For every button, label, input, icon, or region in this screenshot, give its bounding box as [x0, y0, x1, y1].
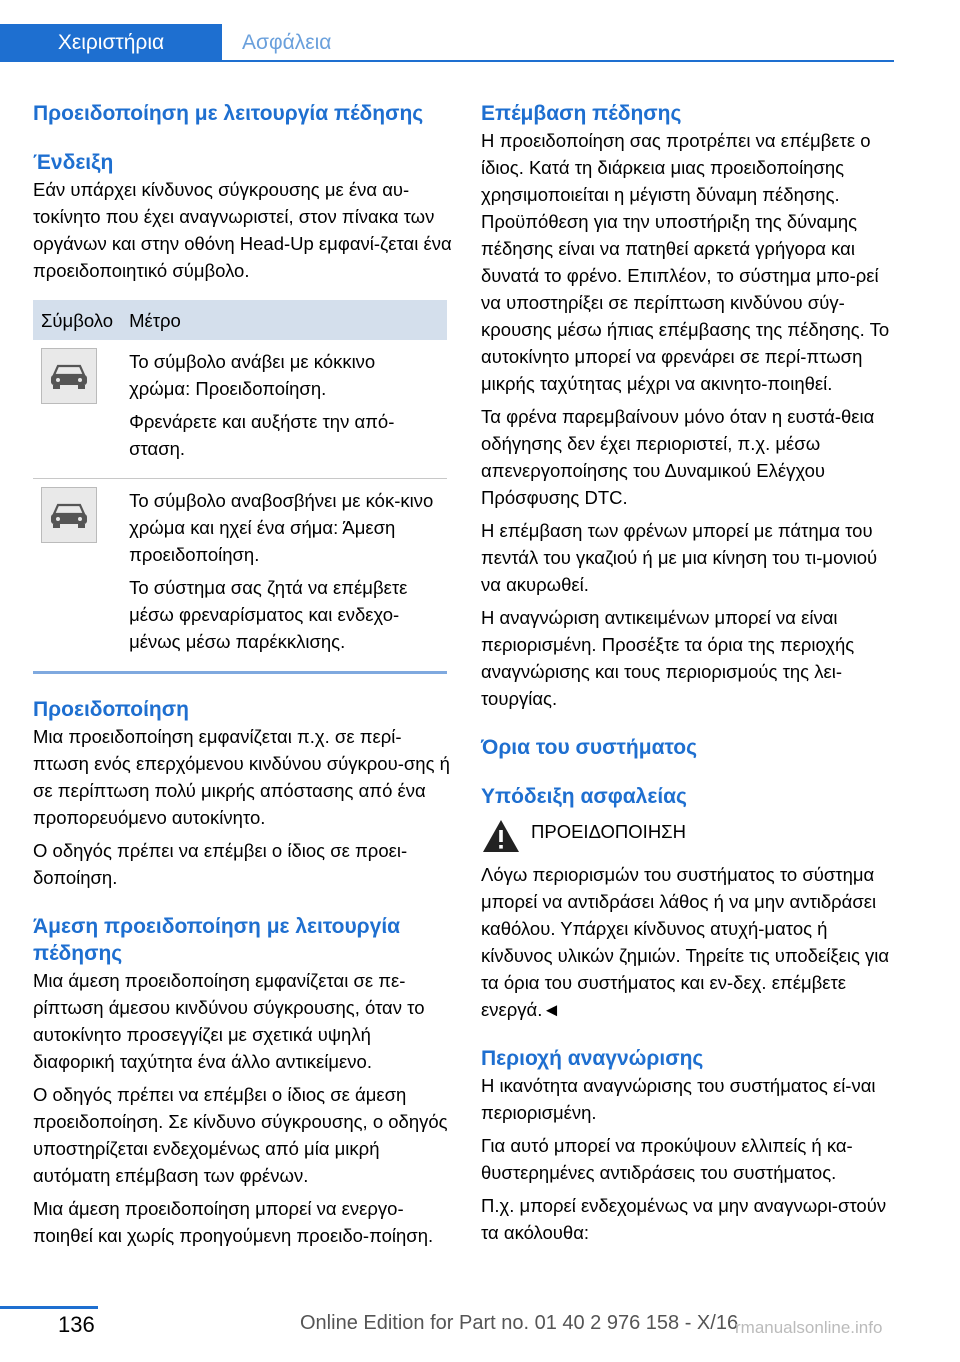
- table-header-symbol: Σύμβολο: [33, 300, 121, 340]
- paragraph-immediate-3: Μια άμεση προειδοποίηση μπορεί να ενεργο-ποιηθεί και χωρίς προηγούμενη προειδο-ποίηση.: [33, 1198, 434, 1246]
- row1-text-b: Φρενάρετε και αυξήστε την από-σταση.: [129, 411, 395, 459]
- car-front-icon: [41, 348, 97, 404]
- row2-text-a: Το σύμβολο αναβοσβήνει με κόκ-κινο χρώμα και ηχεί ένα σήμα: Άμεση προειδοποίηση.: [129, 490, 434, 565]
- paragraph-warning-1: Μια προειδοποίηση εμφανίζεται π.χ. σε περί-πτωση ενός επερχόμενου κινδύνου σύγκρου-σης ή σε περίπτωση πολύ μικρής απόστασης από ένα προπορευόμενο αυτοκίνητο.: [33, 726, 450, 828]
- table-end-rule: [33, 671, 447, 674]
- warning-text: Λόγω περιορισμών του συστήματος το σύστημα μπορεί να αντιδράσει λάθος ή να μην αντιδράσει καθόλου. Υπάρχει κίνδυνος ατυχή-ματος ή κίνδυνος υλικών ζημιών. Τηρείτε τις υποδείξεις για τα όρια του συστήματος και εν-δεχ. επέμβετε ενεργά.◄: [481, 864, 890, 1020]
- heading-brake-warning: Προειδοποίηση με λειτουργία πέδησης: [33, 102, 424, 125]
- heading-brake-intervention: Επέμβαση πέδησης: [481, 102, 682, 125]
- paragraph-area-1: Η ικανότητα αναγνώρισης του συστήματος εί-ναι περιορισμένη.: [481, 1075, 876, 1123]
- right-column: [481, 100, 899, 1252]
- paragraph-brake-1: Η προειδοποίηση σας προτρέπει να επέμβετε ο ίδιος. Κατά τη διάρκεια μιας προειδοποίησης χρησιμοποιείται η μέγιστη δύναμη πέδησης. Προϋπόθεση για την υποστήριξη της δύναμης πέδησης είναι να πατηθεί αρκετά γρήγορα και δυνατά το φρένο. Επιπλέον, το σύστημα μπο-ρεί να υποστηρίξει σε περίπτωση κινδύνου σύγ-κρουσης μέσω ήπιας επέμβασης της πέδησης. Το αυτοκίνητο μπορεί να φρενάρει σε περί-πτωση μικρής ταχύτητας μέχρι να ακινητο-ποιηθεί.: [481, 130, 890, 394]
- tab-controls[interactable]: Χειριστήρια: [0, 24, 222, 62]
- paragraph-brake-2: Τα φρένα παρεμβαίνουν μόνο όταν η ευστά-θεια οδήγησης δεν έχει περιοριστεί, π.χ. μέσω απενεργοποίησης του Δυναμικού Ελέγχου Πρόσφυσης DTC.: [481, 406, 875, 508]
- warning-triangle-icon: [481, 818, 521, 861]
- heading-indication: Ένδειξη: [33, 151, 114, 174]
- paragraph-brake-3: Η επέμβαση των φρένων μπορεί με πάτημα του πεντάλ του γκαζιού ή με μια κίνηση του τι-μονιού να ακυρωθεί.: [481, 520, 878, 595]
- paragraph-indication: Εάν υπάρχει κίνδυνος σύγκρουσης με ένα αυ-τοκίνητο που έχει αναγνωριστεί, στον πίνακα των οργάνων και στην οθόνη Head-Up εμφανί-ζεται ένα προειδοποιητικό σύμβολο.: [33, 179, 452, 281]
- heading-warning: Προειδοποίηση: [33, 698, 189, 721]
- page-number: 136: [58, 1312, 95, 1337]
- heading-detection-area: Περιοχή αναγνώρισης: [481, 1047, 704, 1070]
- footer-rule: [0, 1306, 98, 1309]
- tab-underline: [0, 60, 894, 62]
- row2-text-b: Το σύστημα σας ζητά να επέμβετε μέσω φρεναρίσματος και ενδεχο-μένως μέσω παρέκκλισης.: [129, 577, 408, 652]
- edition-text: Online Edition for Part no. 01 40 2 976 158 - X/16: [300, 1312, 739, 1334]
- watermark: rmanualsonline.info: [735, 1318, 883, 1337]
- warning-block: [481, 818, 899, 861]
- heading-safety-note: Υπόδειξη ασφαλείας: [481, 785, 687, 808]
- paragraph-immediate-2: Ο οδηγός πρέπει να επέμβει ο ίδιος σε άμεση προειδοποίηση. Σε κίνδυνο σύγκρουσης, ο οδηγός υποστηρίζεται ενδεχομένως από μία μικρή αυτόματη επέμβαση των φρένων.: [33, 1084, 448, 1186]
- paragraph-area-2: Για αυτό μπορεί να προκύψουν ελλιπείς ή κα-θυστερημένες αντιδράσεις του συστήματος.: [481, 1135, 853, 1183]
- row1-text-a: Το σύμβολο ανάβει με κόκκινο χρώμα: Προειδοποίηση.: [129, 351, 376, 399]
- car-front-icon: [41, 487, 97, 543]
- paragraph-warning-2: Ο οδηγός πρέπει να επέμβει ο ίδιος σε προει-δοποίηση.: [33, 840, 408, 888]
- paragraph-immediate-1: Μια άμεση προειδοποίηση εμφανίζεται σε πε-ρίπτωση άμεσου κινδύνου σύγκρουσης, όταν το αυτοκίνητο προσεγγίζει με σχετικά υψηλή διαφορική ταχύτητα ένα άλλο αντικείμενο.: [33, 970, 425, 1072]
- table-row: [33, 340, 447, 479]
- heading-system-limits: Όρια του συστήματος: [481, 736, 698, 759]
- paragraph-brake-4: Η αναγνώριση αντικειμένων μπορεί να είναι περιορισμένη. Προσέξτε τα όρια της περιοχής αναγνώρισης και τους περιορισμούς της λει-τουργίας.: [481, 607, 855, 709]
- table-header-measure: Μέτρο: [121, 300, 447, 340]
- paragraph-area-3: Π.χ. μπορεί ενδεχομένως να μην αναγνωρι-στούν τα ακόλουθα:: [481, 1195, 887, 1243]
- left-column: [33, 100, 453, 1255]
- tab-safety[interactable]: Ασφάλεια: [222, 24, 894, 62]
- symbol-table: [33, 300, 447, 671]
- warning-title: ΠΡΟΕΙΔΟΠΟΙΗΣΗ: [531, 821, 686, 842]
- table-row: [33, 479, 447, 672]
- heading-immediate-warning: Άμεση προειδοποίηση με λειτουργία πέδησης: [33, 915, 401, 965]
- top-tab-bar: [0, 0, 960, 62]
